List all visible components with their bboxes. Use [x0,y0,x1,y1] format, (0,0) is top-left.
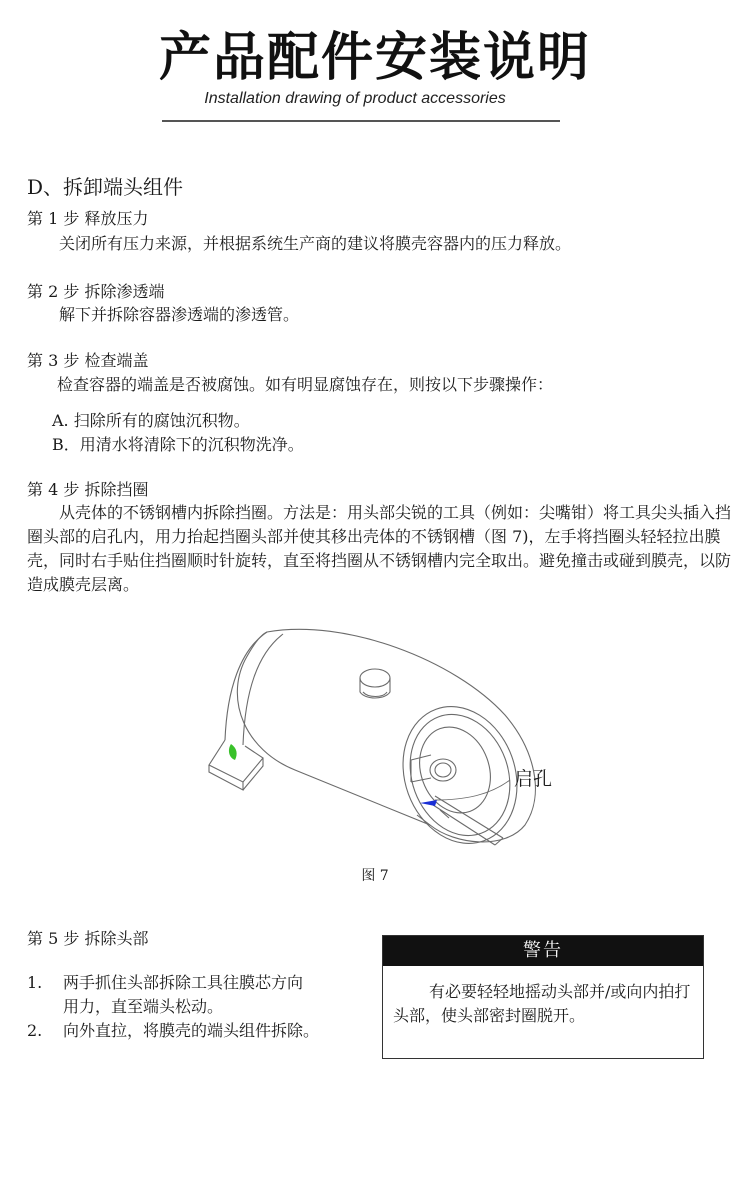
vessel-end-illustration [205,620,565,860]
step-1-text: 关闭所有压力来源，并根据系统生产商的建议将膜壳容器内的压力释放。 [59,234,572,253]
title-divider [162,120,560,122]
step-5-item-1-line2: 用力，直至端头松动。 [63,997,224,1016]
step-2-text: 解下并拆除容器渗透端的渗透管。 [59,305,300,324]
step-5-title: 第 5 步 拆除头部 [27,929,149,948]
step-5-item-1-line1: 两手抓住头部拆除工具往膜芯方向 [63,973,304,992]
page-title: 产品配件安装说明 [158,28,591,88]
step-3-item-a: A. 扫除所有的腐蚀沉积物。 [52,411,250,430]
step-1-title: 第 1 步 释放压力 [27,209,149,228]
green-marker [229,744,237,760]
vessel-outline [209,629,536,859]
hole-label: 启孔 [514,768,553,790]
page-subtitle: Installation drawing of product accessories [204,90,506,107]
step-3-text: 检查容器的端盖是否被腐蚀。如有明显腐蚀存在，则按以下步骤操作： [57,375,554,394]
step-5-item-2 [27,1019,367,1043]
warning-text: 有必要轻轻地摇动头部并/或向内拍打头部，使头部密封圈脱开。 [393,982,691,1025]
step-4-text: 从壳体的不锈钢槽内拆除挡圈。方法是：用头部尖锐的工具（例如：尖嘴钳）将工具尖头插入挡圈头部的启孔内，用力抬起挡圈头部并使其移出壳体的不锈钢槽（图 7)，左手将挡圈头轻轻拉出膜壳，同时右手贴住挡圈顺时针旋转，直至将挡圈从不锈钢槽内完全取出。避免撞击或碰到膜壳，以防造成膜壳层离。 [27,503,732,594]
step-3-title: 第 3 步 检查端盖 [27,351,149,370]
step-4-title: 第 4 步 拆除挡圈 [27,480,149,499]
warning-title: 警告 [383,936,703,966]
figure-caption: 图 7 [361,868,389,884]
step-5-item-1 [27,971,367,1019]
step-5-item-1-num: 1. [27,973,43,992]
step-2-title: 第 2 步 拆除渗透端 [27,282,165,301]
warning-box [382,935,704,1059]
step-5-item-2-line1: 向外直拉，将膜壳的端头组件拆除。 [63,1021,320,1040]
blue-marker [420,800,437,806]
step-5-item-2-num: 2. [27,1021,43,1040]
step-3-item-b: B．用清水将清除下的沉积物洗净。 [52,435,304,454]
section-title: D、拆卸端头组件 [27,175,184,199]
